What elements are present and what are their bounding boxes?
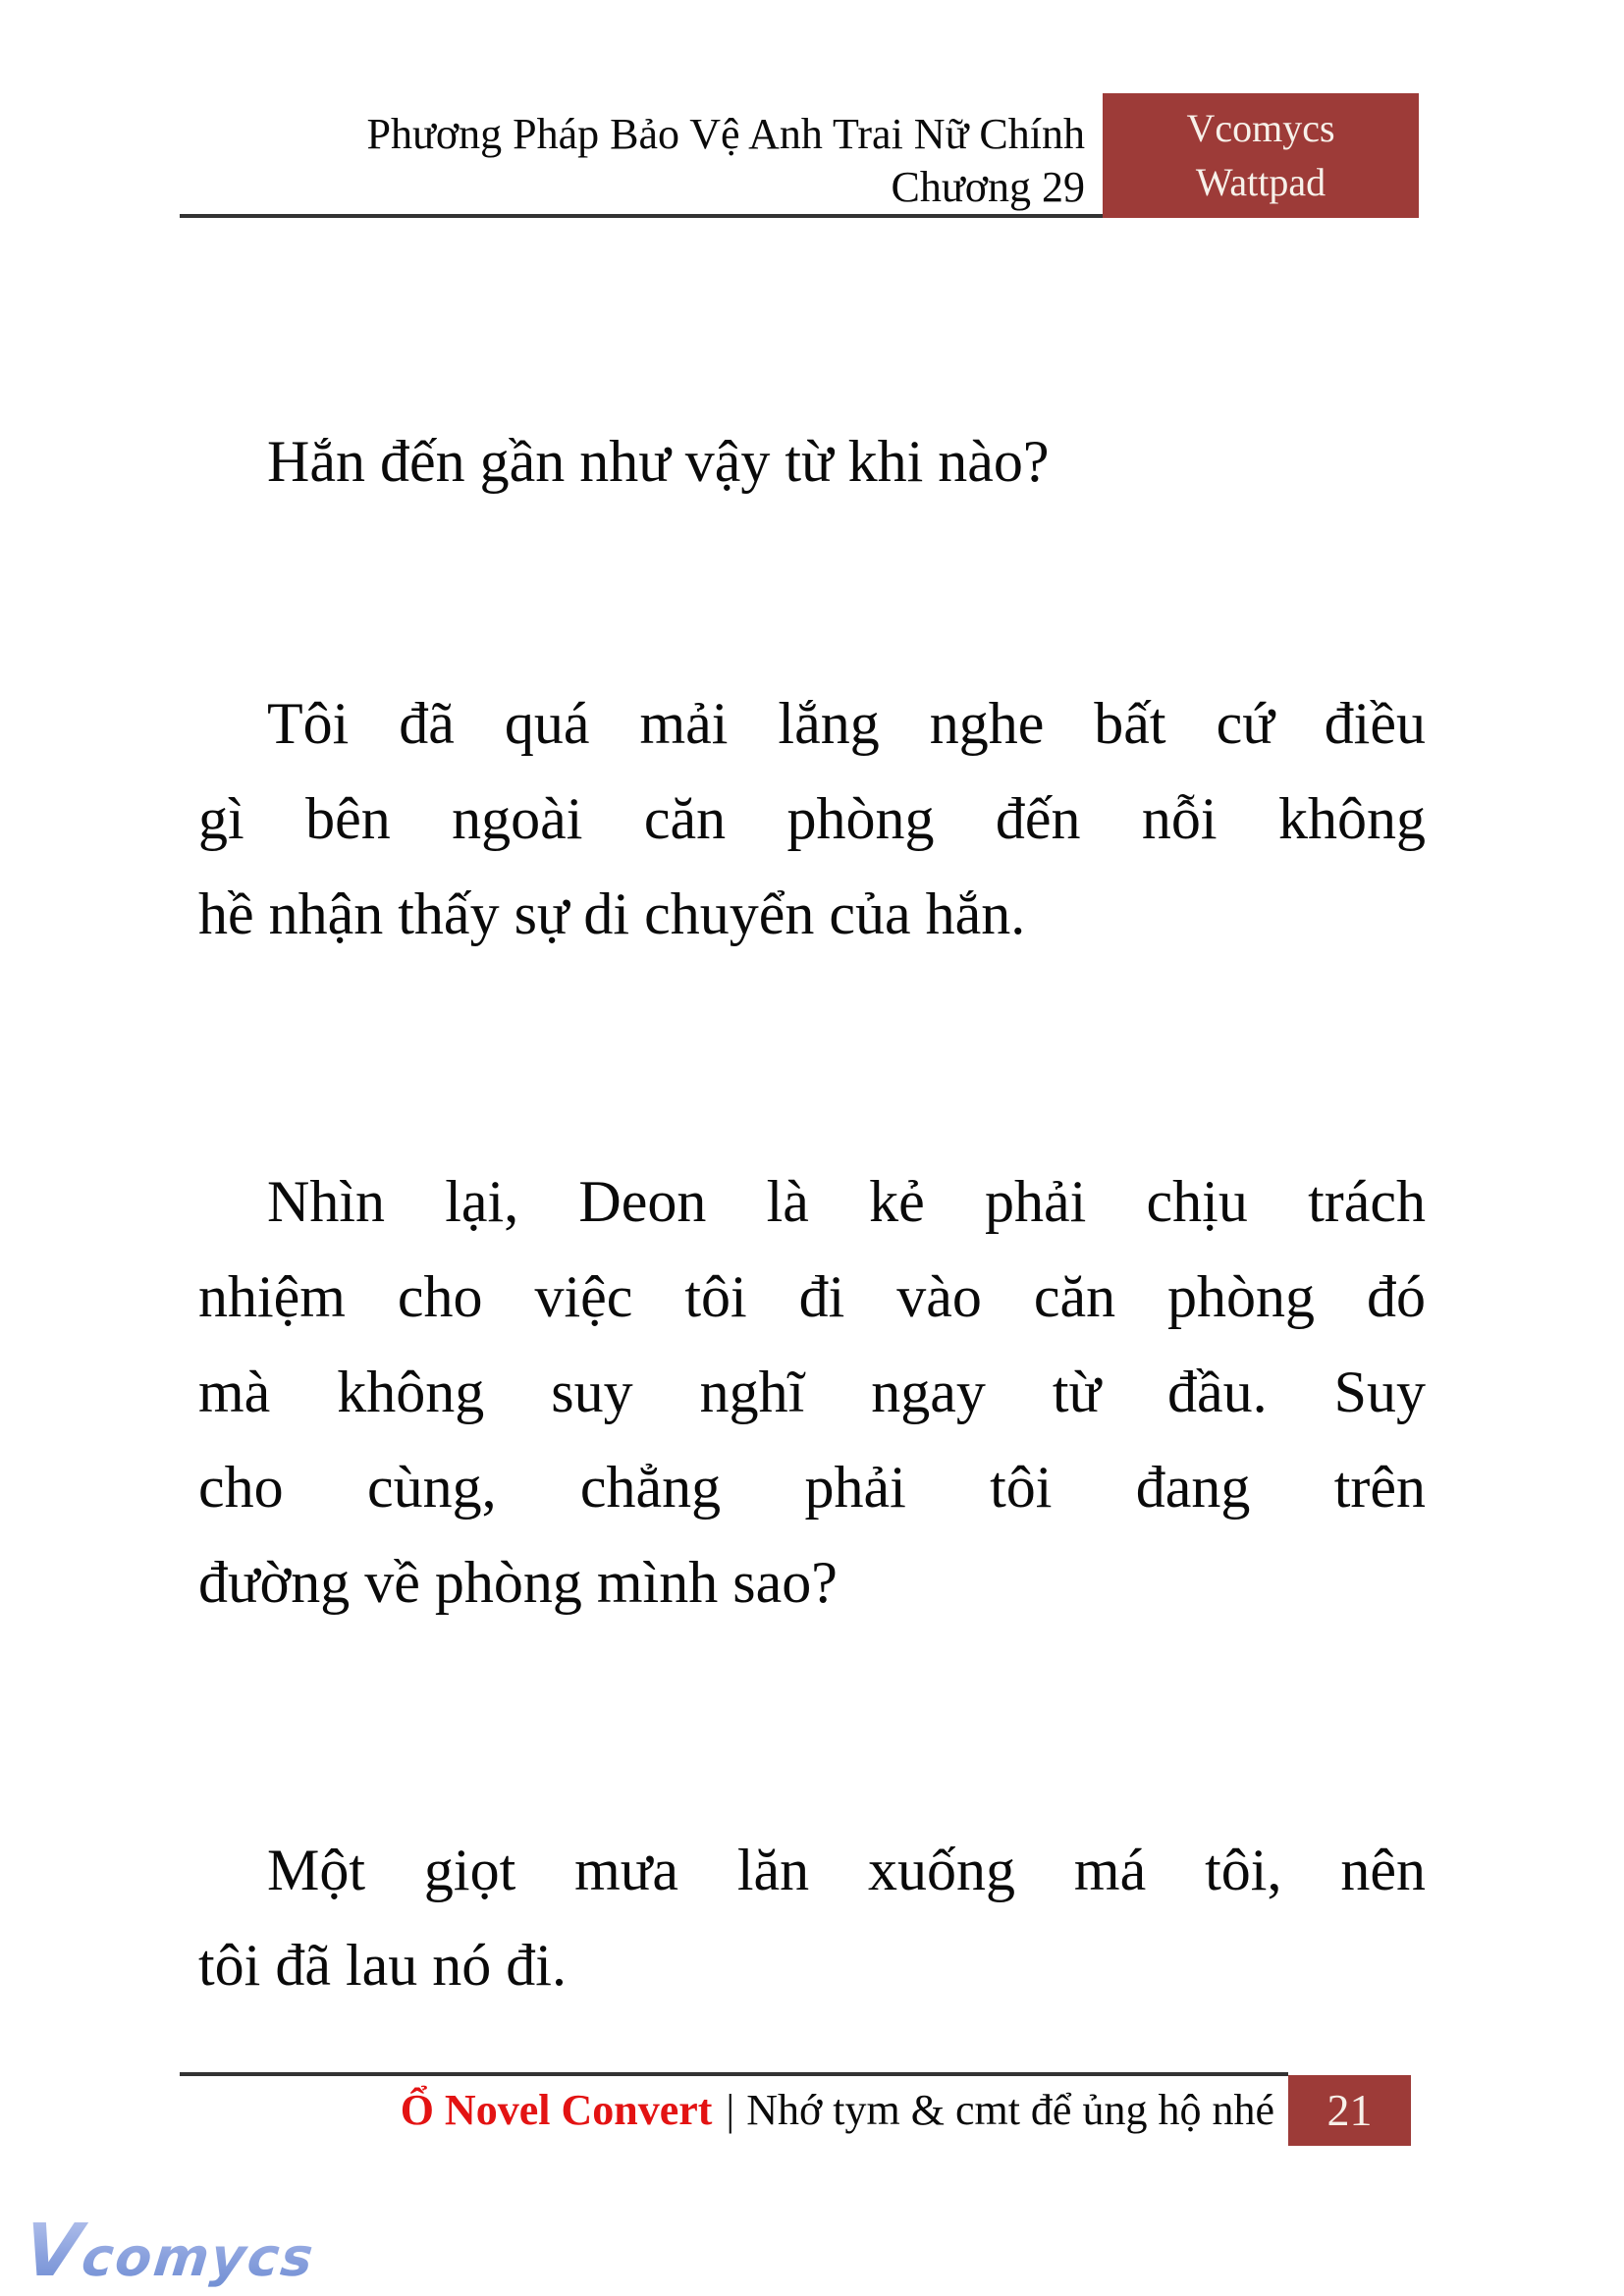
text-line: tôi đã lau nó đi. xyxy=(198,1933,567,1998)
paragraph xyxy=(198,1154,1426,1630)
paragraph xyxy=(198,676,1426,962)
text-line: Một giọt mưa lăn xuống má tôi, nên xyxy=(267,1838,1426,1902)
footer-brand: Ổ Novel Convert xyxy=(400,2086,713,2134)
translator-badge-platform: Wattpad xyxy=(1195,160,1326,204)
text-line: cho cùng, chẳng phải tôi đang trên xyxy=(198,1455,1426,1520)
text-line: nhiệm cho việc tôi đi vào căn phòng đó xyxy=(198,1264,1426,1329)
text-line: mà không suy nghĩ ngay từ đầu. Suy xyxy=(198,1360,1426,1424)
footer-separator: | xyxy=(726,2086,735,2134)
text-line: Tôi đã quá mải lắng nghe bất cứ điều xyxy=(267,691,1426,756)
footer-divider xyxy=(180,2072,1288,2076)
book-title: Phương Pháp Bảo Vệ Anh Trai Nữ Chính xyxy=(366,110,1085,158)
text-line: Hắn đến gần như vậy từ khi nào? xyxy=(267,429,1050,494)
footer-message: Nhớ tym & cmt để ủng hộ nhé xyxy=(746,2086,1274,2134)
story-text xyxy=(198,414,1426,2013)
paragraph xyxy=(198,414,1426,509)
page-header xyxy=(180,108,1085,214)
vcomycs-logo: Vcomycs xyxy=(20,2209,318,2293)
footer-credit xyxy=(401,2082,1274,2139)
text-line: gì bên ngoài căn phòng đến nỗi không xyxy=(198,786,1426,851)
paragraph xyxy=(198,1823,1426,2013)
page-number-badge: 21 xyxy=(1288,2075,1411,2146)
translator-badge-name: Vcomycs xyxy=(1186,106,1335,150)
text-line: đường về phòng mình sao? xyxy=(198,1550,838,1615)
translator-badge xyxy=(1103,93,1419,218)
text-line: Nhìn lại, Deon là kẻ phải chịu trách xyxy=(267,1169,1426,1234)
header-divider xyxy=(180,214,1103,218)
chapter-title: Chương 29 xyxy=(891,163,1085,211)
text-line: hề nhận thấy sự di chuyển của hắn. xyxy=(198,881,1026,946)
